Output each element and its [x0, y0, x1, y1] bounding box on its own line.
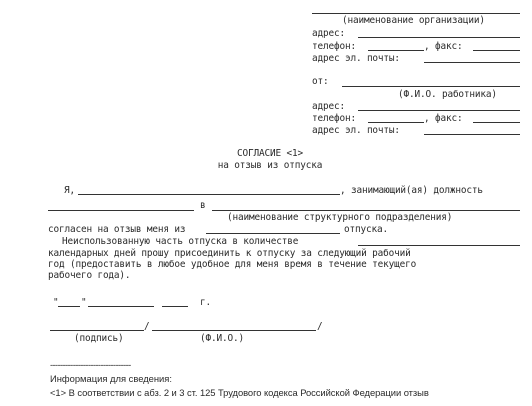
employee-name-line — [78, 194, 340, 195]
body-unused-part: Неиспользованную часть отпуска в количестве — [62, 236, 299, 247]
footnote-separator: -------------------------------- — [50, 359, 131, 370]
date-open-quote: " — [53, 297, 59, 308]
date-year-suffix: г. — [200, 297, 211, 308]
body-occupying-position: , занимающий(ая) должность — [340, 185, 483, 196]
org-address-label: адрес: — [312, 28, 345, 39]
employee-address-label: адрес: — [312, 101, 345, 112]
org-fax-line — [473, 50, 520, 51]
body-in: в — [200, 200, 206, 211]
date-day-line — [58, 306, 80, 307]
date-month-line — [88, 306, 154, 307]
org-email-label: адрес эл. почты: — [312, 53, 400, 64]
structural-unit-line — [212, 210, 520, 211]
signature-line — [50, 330, 144, 331]
employee-phone-line — [368, 122, 424, 123]
from-label: от: — [312, 76, 329, 87]
date-close-quote: " — [81, 297, 87, 308]
date-year-line — [162, 306, 188, 307]
signature-fio-line — [152, 330, 316, 331]
footnote-note-1: <1> В соответствии с абз. 2 и 3 ст. 125 Трудового кодекса Российской Федерации отзыв — [50, 387, 429, 398]
structural-unit-caption: (наименование структурного подразделения) — [227, 212, 453, 223]
body-paragraph-rest: календарных дней прошу присоединить к отпуску за следующий рабочий год (предоставить в любое удобное для меня время в течение текущего рабочего года). — [48, 248, 417, 281]
vacation-type-line — [206, 233, 340, 234]
org-phone-label: телефон: — [312, 41, 356, 52]
signature-fio-caption: (Ф.И.О.) — [200, 333, 244, 344]
org-email-line — [424, 62, 520, 63]
org-fax-label: , факс: — [424, 41, 463, 52]
signature-slash-2: / — [317, 321, 323, 332]
document-subtitle: на отзыв из отпуска — [217, 160, 323, 171]
document-title: СОГЛАСИЕ <1> — [237, 148, 303, 159]
employee-email-line — [424, 134, 520, 135]
body-agree-recall: согласен на отзыв меня из — [48, 224, 186, 235]
org-address-line — [358, 37, 520, 38]
employee-fax-label: , факс: — [424, 113, 463, 124]
organization-name-caption: (наименование организации) — [342, 15, 485, 26]
employee-address-line — [358, 110, 520, 111]
signature-slash-1: / — [144, 321, 150, 332]
employee-fax-line — [473, 122, 520, 123]
org-phone-line — [368, 50, 424, 51]
footnote-heading: Информация для сведения: — [50, 373, 172, 384]
organization-name-line — [312, 13, 520, 14]
body-ya: Я, — [64, 185, 75, 196]
employee-fio-line — [342, 86, 520, 87]
days-count-line — [358, 245, 520, 246]
employee-email-label: адрес эл. почты: — [312, 125, 400, 136]
body-vacation-end: отпуска. — [344, 224, 388, 235]
employee-fio-caption: (Ф.И.О. работника) — [398, 89, 497, 100]
position-line — [48, 210, 194, 211]
signature-caption: (подпись) — [74, 333, 124, 344]
employee-phone-label: телефон: — [312, 113, 356, 124]
